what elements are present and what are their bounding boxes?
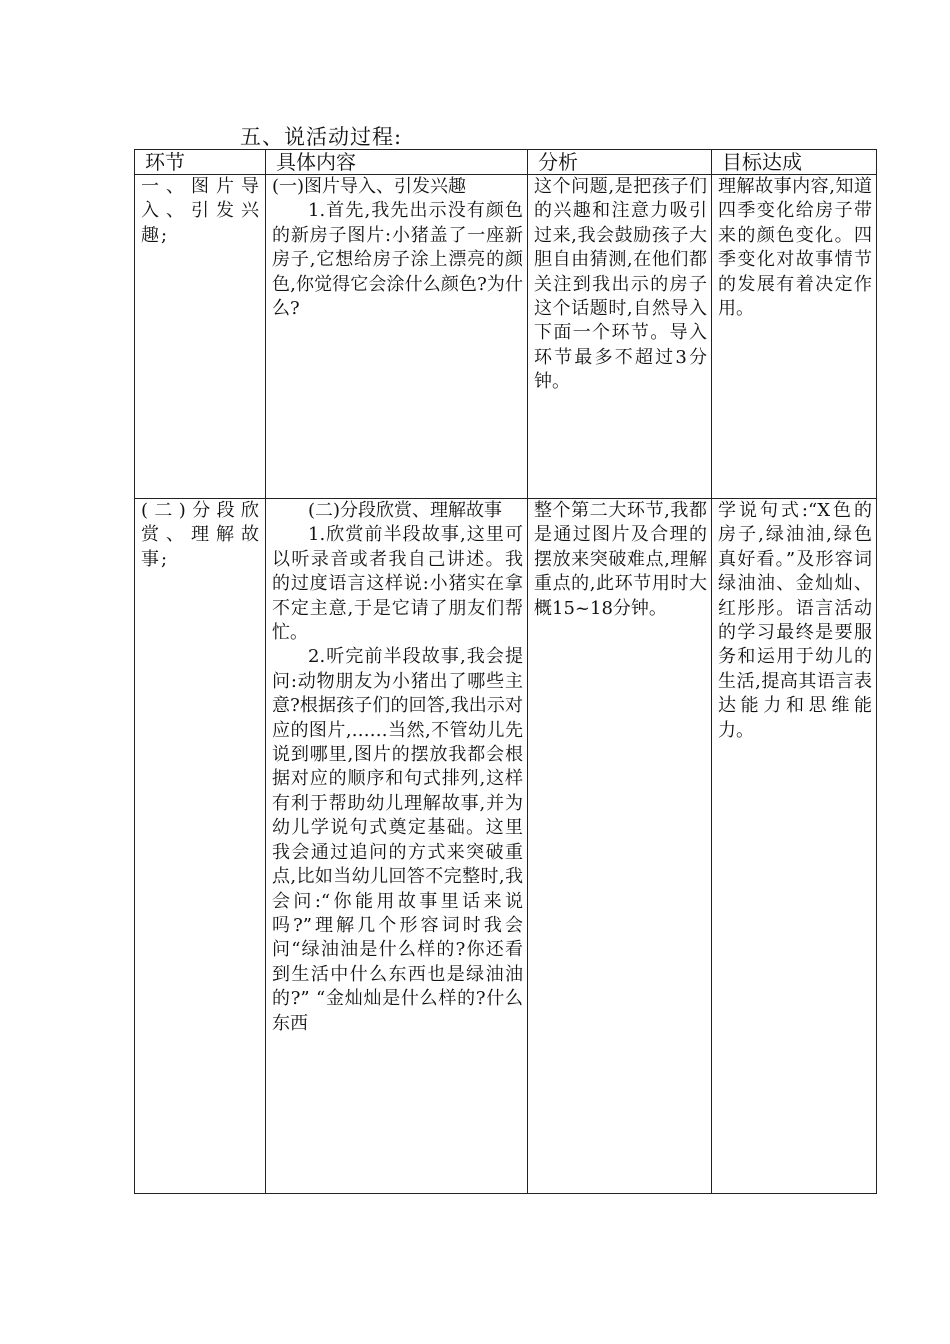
content-title: (二)分段欣赏、理解故事 bbox=[308, 500, 503, 521]
header-content: 具体内容 bbox=[266, 150, 528, 175]
analysis-cell: 这个问题,是把孩子们的兴趣和注意力吸引过来,我会鼓励孩子大胆自由猜测,在他们都关注到我出示的房子这个话题时,自然导入下面一个环节。导入环节最多不超过3分钟。 bbox=[528, 175, 712, 499]
header-stage: 环节 bbox=[135, 150, 266, 175]
goal-cell: 学说句式:“X色的房子,绿油油,绿色真好看。”及形容词绿油油、金灿灿、红彤彤。语言活动的学习最终是要服务和运用于幼儿的生活,提高其语言表达能力和思维能力。 bbox=[712, 499, 877, 1194]
header-analysis: 分析 bbox=[528, 150, 712, 175]
content-cell bbox=[266, 499, 528, 1194]
content-cell bbox=[266, 175, 528, 499]
table-row bbox=[135, 175, 877, 499]
table-header-row bbox=[135, 150, 877, 175]
content-title: (一)图片导入、引发兴趣 bbox=[272, 176, 467, 197]
table-row bbox=[135, 499, 877, 1194]
stage-cell: 一、图片导入、引发兴趣; bbox=[135, 175, 266, 499]
header-goal: 目标达成 bbox=[712, 150, 877, 175]
goal-cell: 理解故事内容,知道四季变化给房子带来的颜色变化。四季变化对故事情节的发展有着决定作用。 bbox=[712, 175, 877, 499]
content-paragraph: 2.听完前半段故事,我会提问:动物朋友为小猪出了哪些主意?根据孩子们的回答,我出示对应的图片,……当然,不管幼儿先说到哪里,图片的摆放我都会根据对应的顺序和句式排列,这样有利于帮助幼儿理解故事,并为幼儿学说句式奠定基础。这里我会通过追问的方式来突破重点,比如当幼儿回答不完整时,我会问:“你能用故事里话来说吗?”理解几个形容词时我会问“绿油油是什么样的?你还看到生活中什么东西也是绿油油的?” “金灿灿是什么样的?什么东西 bbox=[272, 646, 523, 1034]
activity-process-table bbox=[134, 149, 877, 1194]
section-heading: 五、说活动过程: bbox=[240, 125, 403, 149]
content-paragraph: 1.欣赏前半段故事,这里可以听录音或者我自己讲述。我的过度语言这样说:小猪实在拿不定主意,于是它请了朋友们帮忙。 bbox=[272, 524, 523, 644]
stage-cell: (二)分段欣赏、理解故事; bbox=[135, 499, 266, 1194]
analysis-cell: 整个第二大环节,我都是通过图片及合理的摆放来突破难点,理解重点的,此环节用时大概15~18分钟。 bbox=[528, 499, 712, 1194]
content-paragraph: 1.首先,我先出示没有颜色的新房子图片:小猪盖了一座新房子,它想给房子涂上漂亮的颜色,你觉得它会涂什么颜色?为什么? bbox=[272, 200, 523, 320]
